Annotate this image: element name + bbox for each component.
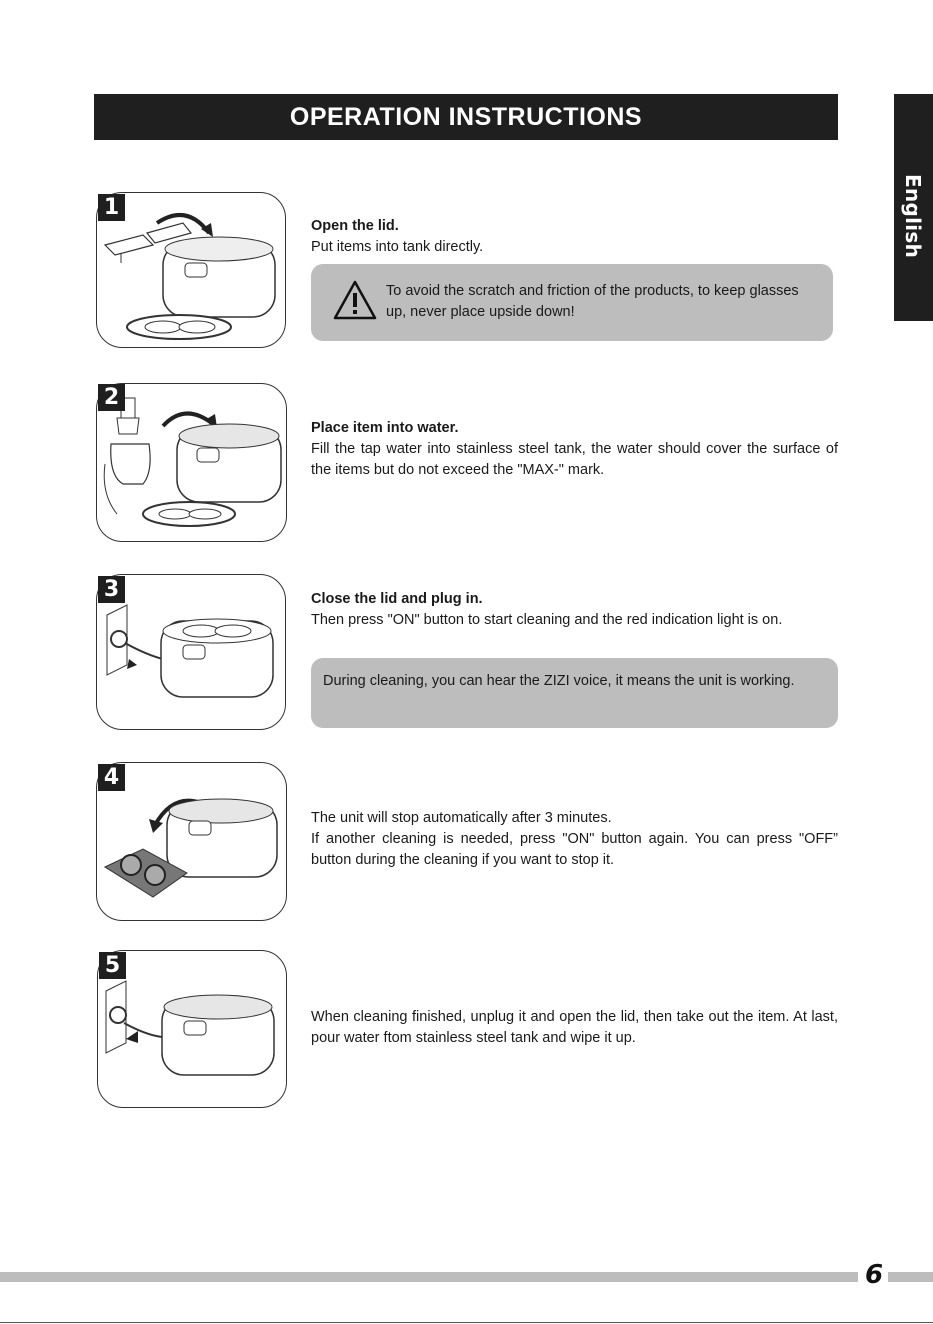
warning-triangle-icon (333, 280, 377, 320)
step-5-body: When cleaning finished, unplug it and open the lid, then take out the item. At last, pour water ftom stainless steel tank and wipe it up. (311, 1009, 838, 1046)
step-1-title: Open the lid. (311, 218, 399, 234)
step-number-5: 5 (99, 952, 126, 979)
step-3-text (311, 589, 838, 631)
step-3-title: Close the lid and plug in. (311, 591, 483, 607)
step-2-body: Fill the tap water into stainless steel tank, the water should cover the surface of the items but do not exceed the "MAX-" mark. (311, 441, 838, 478)
language-tab-label: English (901, 174, 925, 259)
page-number: 6 (864, 1260, 884, 1290)
page-header (94, 94, 838, 140)
footer-bar (0, 1272, 858, 1282)
unplug-illustration-icon (98, 951, 287, 1108)
fill-water-illustration-icon (97, 384, 287, 542)
step-2-title: Place item into water. (311, 420, 459, 436)
plug-in-illustration-icon (97, 575, 286, 730)
remove-glasses-illustration-icon (97, 763, 287, 921)
step-1-text (311, 216, 838, 258)
step-4-line-1: The unit will stop automatically after 3 minutes. (311, 810, 612, 826)
step-number-3: 3 (98, 576, 125, 603)
page-title: OPERATION INSTRUCTIONS (289, 102, 643, 131)
language-tab (894, 94, 933, 321)
step-2-text (311, 418, 838, 481)
step-4-text (311, 808, 838, 871)
step-1-body: Put items into tank directly. (311, 239, 484, 255)
step-4-line-2: If another cleaning is needed, press "ON" button again. You can press "OFF” button during the cleaning if you want to stop it. (311, 831, 838, 868)
bottom-divider (0, 1322, 933, 1323)
step-3-info-note (311, 658, 838, 728)
step-number-4: 4 (98, 764, 125, 791)
step-number-2: 2 (98, 384, 125, 411)
step-3-info-text: During cleaning, you can hear the ZIZI voice, it means the unit is working. (323, 673, 795, 689)
step-1-warning-text: To avoid the scratch and friction of the products, to keep glasses up, never place upside down! (386, 283, 799, 320)
footer-bar-end (888, 1272, 933, 1282)
step-number-1: 1 (98, 194, 125, 221)
step-1-warning-note (311, 264, 833, 341)
open-lid-illustration-icon (97, 193, 286, 348)
step-5-text (311, 1007, 838, 1049)
step-3-body: Then press "ON" button to start cleaning and the red indication light is on. (311, 612, 783, 628)
